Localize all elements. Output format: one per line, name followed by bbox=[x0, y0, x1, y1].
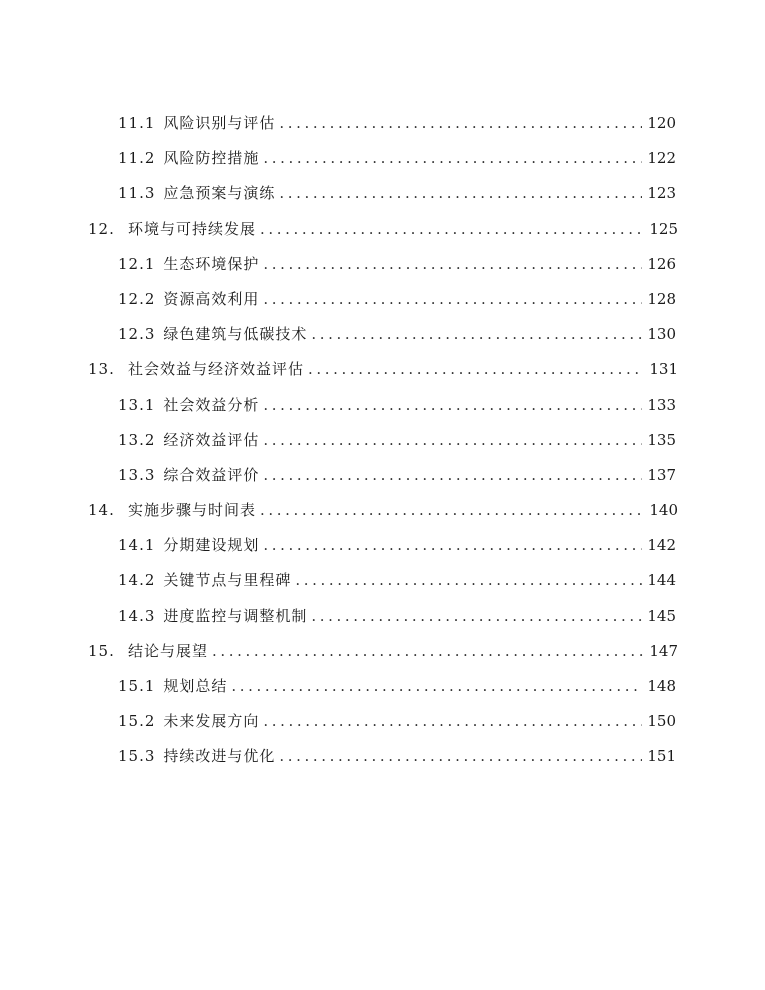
toc-dot-leader bbox=[260, 212, 644, 247]
toc-entry-number: 14. bbox=[88, 501, 115, 520]
toc-entry-title: 经济效益评估 bbox=[163, 430, 260, 449]
toc-entry-page: 145 bbox=[647, 606, 676, 625]
toc-entry-number: 15.3 bbox=[118, 747, 156, 766]
toc-dot-leader bbox=[263, 423, 642, 458]
toc-dot-leader bbox=[263, 282, 642, 317]
toc-dot-leader bbox=[279, 176, 642, 211]
toc-entry-number: 15.2 bbox=[118, 712, 156, 731]
toc-entry-page: 130 bbox=[647, 325, 676, 344]
toc-entry-title: 生态环境保护 bbox=[163, 254, 260, 273]
toc-entry-number: 13.3 bbox=[118, 465, 156, 484]
toc-chapter-entry[interactable] bbox=[88, 493, 678, 528]
toc-entry-number: 11.2 bbox=[118, 149, 156, 168]
toc-entry-page: 123 bbox=[647, 184, 676, 203]
toc-dot-leader bbox=[263, 247, 642, 282]
toc-entry[interactable] bbox=[88, 423, 678, 458]
toc-dot-leader bbox=[231, 669, 642, 704]
toc-entry-title: 社会效益分析 bbox=[163, 395, 260, 414]
toc-dot-leader bbox=[279, 739, 642, 774]
toc-entry-number: 14.3 bbox=[118, 606, 156, 625]
toc-entry-number: 15.1 bbox=[118, 677, 156, 695]
toc-entry[interactable] bbox=[88, 141, 678, 176]
toc-entry-title: 应急预案与演练 bbox=[163, 184, 276, 203]
toc-entry[interactable] bbox=[88, 458, 678, 493]
toc-dot-leader bbox=[311, 599, 642, 634]
toc-entry-title: 风险识别与评估 bbox=[163, 114, 276, 132]
toc-entry-title: 绿色建筑与低碳技术 bbox=[163, 325, 308, 344]
toc-entry-title: 关键节点与里程碑 bbox=[163, 571, 292, 590]
toc-entry-title: 持续改进与优化 bbox=[163, 747, 276, 766]
toc-entry-number: 14.2 bbox=[118, 571, 156, 590]
toc-entry-title: 分期建设规划 bbox=[163, 536, 260, 555]
toc-entry-page: 148 bbox=[647, 677, 676, 695]
toc-entry-page: 125 bbox=[649, 219, 678, 238]
toc-entry[interactable] bbox=[88, 739, 678, 774]
toc-entry-title: 进度监控与调整机制 bbox=[163, 606, 308, 625]
toc-entry[interactable] bbox=[88, 282, 678, 317]
toc-entry[interactable] bbox=[88, 528, 678, 563]
toc-entry[interactable] bbox=[88, 599, 678, 634]
toc-dot-leader bbox=[263, 141, 642, 176]
toc-entry-number: 12. bbox=[88, 219, 115, 238]
toc-entry-title: 资源高效利用 bbox=[163, 289, 260, 308]
toc-entry-title: 环境与可持续发展 bbox=[128, 219, 257, 238]
toc-dot-leader bbox=[263, 704, 642, 739]
toc-entry-page: 140 bbox=[649, 501, 678, 520]
toc-dot-leader bbox=[212, 634, 644, 669]
toc-entry-page: 128 bbox=[647, 289, 676, 308]
toc-entry-number: 13.2 bbox=[118, 430, 156, 449]
toc-entry-page: 147 bbox=[649, 641, 678, 660]
toc-entry-title: 未来发展方向 bbox=[163, 712, 260, 731]
toc-chapter-entry[interactable] bbox=[88, 212, 678, 247]
toc-dot-leader bbox=[311, 317, 642, 352]
toc-entry[interactable] bbox=[88, 106, 678, 141]
toc-entry[interactable] bbox=[88, 176, 678, 211]
toc-entry-number: 11.3 bbox=[118, 184, 156, 203]
toc-entry-page: 144 bbox=[647, 571, 676, 590]
toc-entry-page: 133 bbox=[647, 395, 676, 414]
toc-entry-page: 137 bbox=[647, 465, 676, 484]
toc-dot-leader bbox=[279, 106, 642, 141]
toc-entry-number: 13.1 bbox=[118, 395, 156, 414]
toc-dot-leader bbox=[295, 563, 642, 598]
toc-entry[interactable] bbox=[88, 669, 678, 704]
toc-chapter-entry[interactable] bbox=[88, 634, 678, 669]
toc-entry[interactable] bbox=[88, 563, 678, 598]
toc-entry-page: 151 bbox=[647, 747, 676, 766]
toc-entry-number: 13. bbox=[88, 360, 115, 379]
toc-entry-number: 11.1 bbox=[118, 114, 156, 132]
toc-entry-title: 规划总结 bbox=[163, 677, 228, 695]
toc-entry[interactable] bbox=[88, 247, 678, 282]
toc-entry-page: 135 bbox=[647, 430, 676, 449]
toc-entry[interactable] bbox=[88, 704, 678, 739]
toc-entry-title: 结论与展望 bbox=[128, 641, 209, 660]
toc-dot-leader bbox=[260, 493, 644, 528]
toc-entry-page: 150 bbox=[647, 712, 676, 731]
toc-chapter-entry[interactable] bbox=[88, 352, 678, 387]
toc-entry-page: 120 bbox=[647, 114, 676, 132]
toc-entry-number: 12.2 bbox=[118, 289, 156, 308]
toc-entry-title: 风险防控措施 bbox=[163, 149, 260, 168]
toc-entry-page: 142 bbox=[647, 536, 676, 555]
toc-entry-title: 综合效益评价 bbox=[163, 465, 260, 484]
toc-dot-leader bbox=[263, 458, 642, 493]
toc-entry-number: 12.3 bbox=[118, 325, 156, 344]
toc-entry-page: 122 bbox=[647, 149, 676, 168]
toc-dot-leader bbox=[263, 388, 642, 423]
table-of-contents bbox=[88, 106, 678, 775]
toc-entry-title: 实施步骤与时间表 bbox=[128, 501, 257, 520]
toc-entry-title: 社会效益与经济效益评估 bbox=[128, 360, 305, 379]
toc-entry-page: 131 bbox=[649, 360, 678, 379]
toc-dot-leader bbox=[263, 528, 642, 563]
toc-entry-number: 12.1 bbox=[118, 254, 156, 273]
toc-entry-number: 14.1 bbox=[118, 536, 156, 555]
toc-entry-number: 15. bbox=[88, 641, 115, 660]
toc-entry[interactable] bbox=[88, 317, 678, 352]
toc-entry-page: 126 bbox=[647, 254, 676, 273]
toc-dot-leader bbox=[308, 352, 644, 387]
toc-entry[interactable] bbox=[88, 388, 678, 423]
